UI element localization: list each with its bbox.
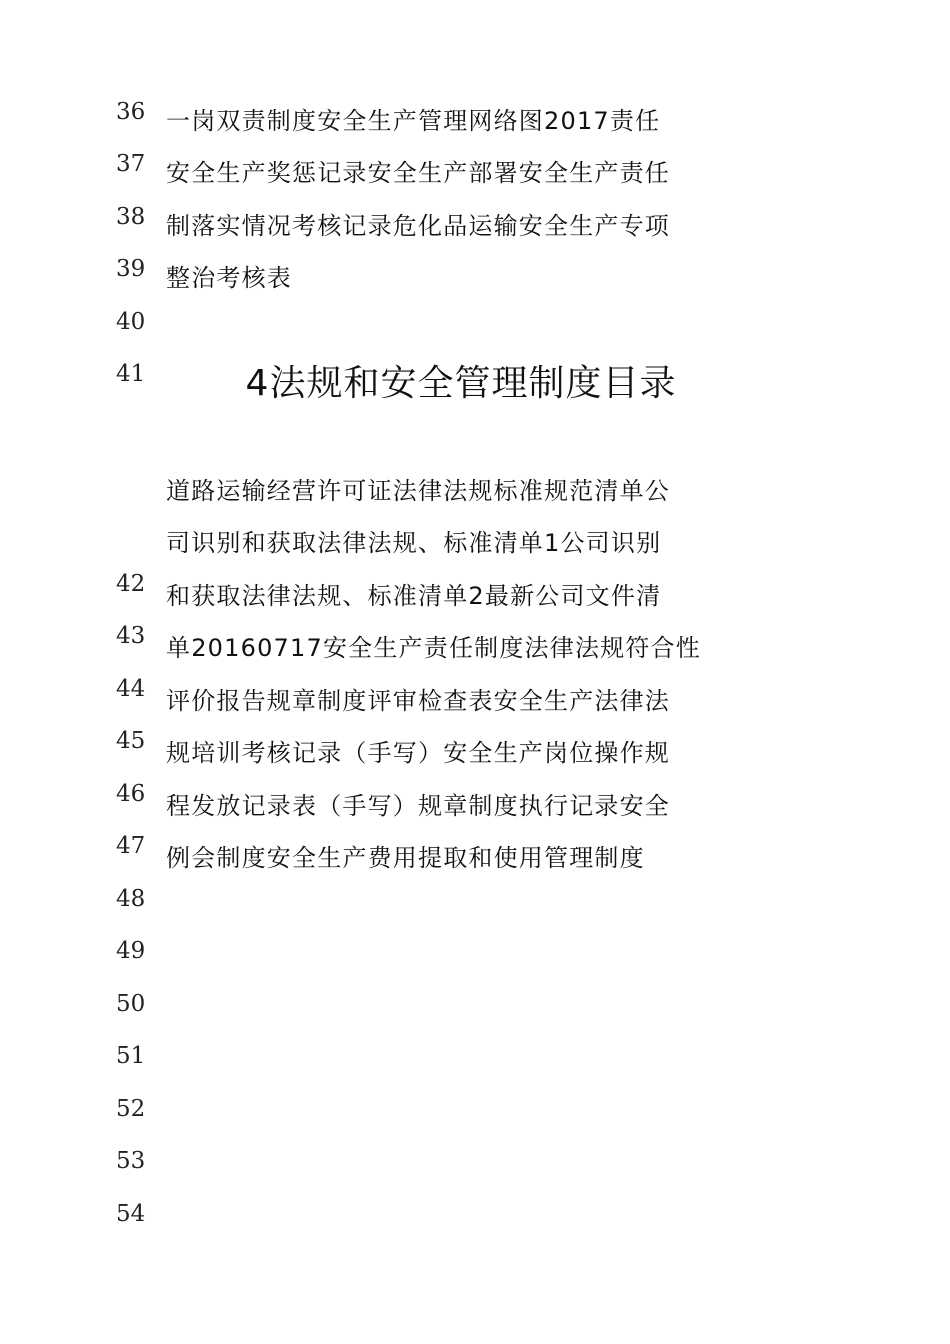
paragraph-line: 评价报告规章制度评审检查表安全生产法律法 <box>166 687 670 715</box>
paragraph-line: 司识别和获取法律法规、标准清单1公司识别 <box>166 529 662 557</box>
paragraph-line: 单20160717安全生产责任制度法律法规符合性 <box>166 634 701 662</box>
line-number: 36 <box>116 99 146 125</box>
line-number: 48 <box>116 886 146 912</box>
line-number: 40 <box>116 309 146 335</box>
line-number: 47 <box>116 833 146 859</box>
line-number: 41 <box>116 361 146 387</box>
line-number: 54 <box>116 1201 146 1227</box>
paragraph-line: 规培训考核记录（手写）安全生产岗位操作规 <box>166 739 670 767</box>
paragraph-line: 例会制度安全生产费用提取和使用管理制度 <box>166 844 645 872</box>
paragraph-line: 道路运输经营许可证法律法规标准规范清单公 <box>166 477 670 505</box>
line-number: 46 <box>116 781 146 807</box>
line-number: 42 <box>116 571 146 597</box>
line-number: 37 <box>116 151 146 177</box>
line-number: 44 <box>116 676 146 702</box>
line-number: 49 <box>116 938 146 964</box>
line-number: 43 <box>116 623 146 649</box>
paragraph-line: 整治考核表 <box>166 264 292 292</box>
line-number: 39 <box>116 256 146 282</box>
paragraph-line: 安全生产奖惩记录安全生产部署安全生产责任 <box>166 159 670 187</box>
paragraph-line: 制落实情况考核记录危化品运输安全生产专项 <box>166 212 670 240</box>
paragraph-line: 和获取法律法规、标准清单2最新公司文件清 <box>166 582 662 610</box>
section-heading: 4法规和安全管理制度目录 <box>245 363 677 404</box>
line-number: 50 <box>116 991 146 1017</box>
paragraph-line: 程发放记录表（手写）规章制度执行记录安全 <box>166 792 670 820</box>
line-number: 51 <box>116 1043 146 1069</box>
line-number: 45 <box>116 728 146 754</box>
line-number: 52 <box>116 1096 146 1122</box>
line-number: 53 <box>116 1148 146 1174</box>
line-number: 38 <box>116 204 146 230</box>
paragraph-line: 一岗双责制度安全生产管理网络图2017责任 <box>166 107 661 135</box>
